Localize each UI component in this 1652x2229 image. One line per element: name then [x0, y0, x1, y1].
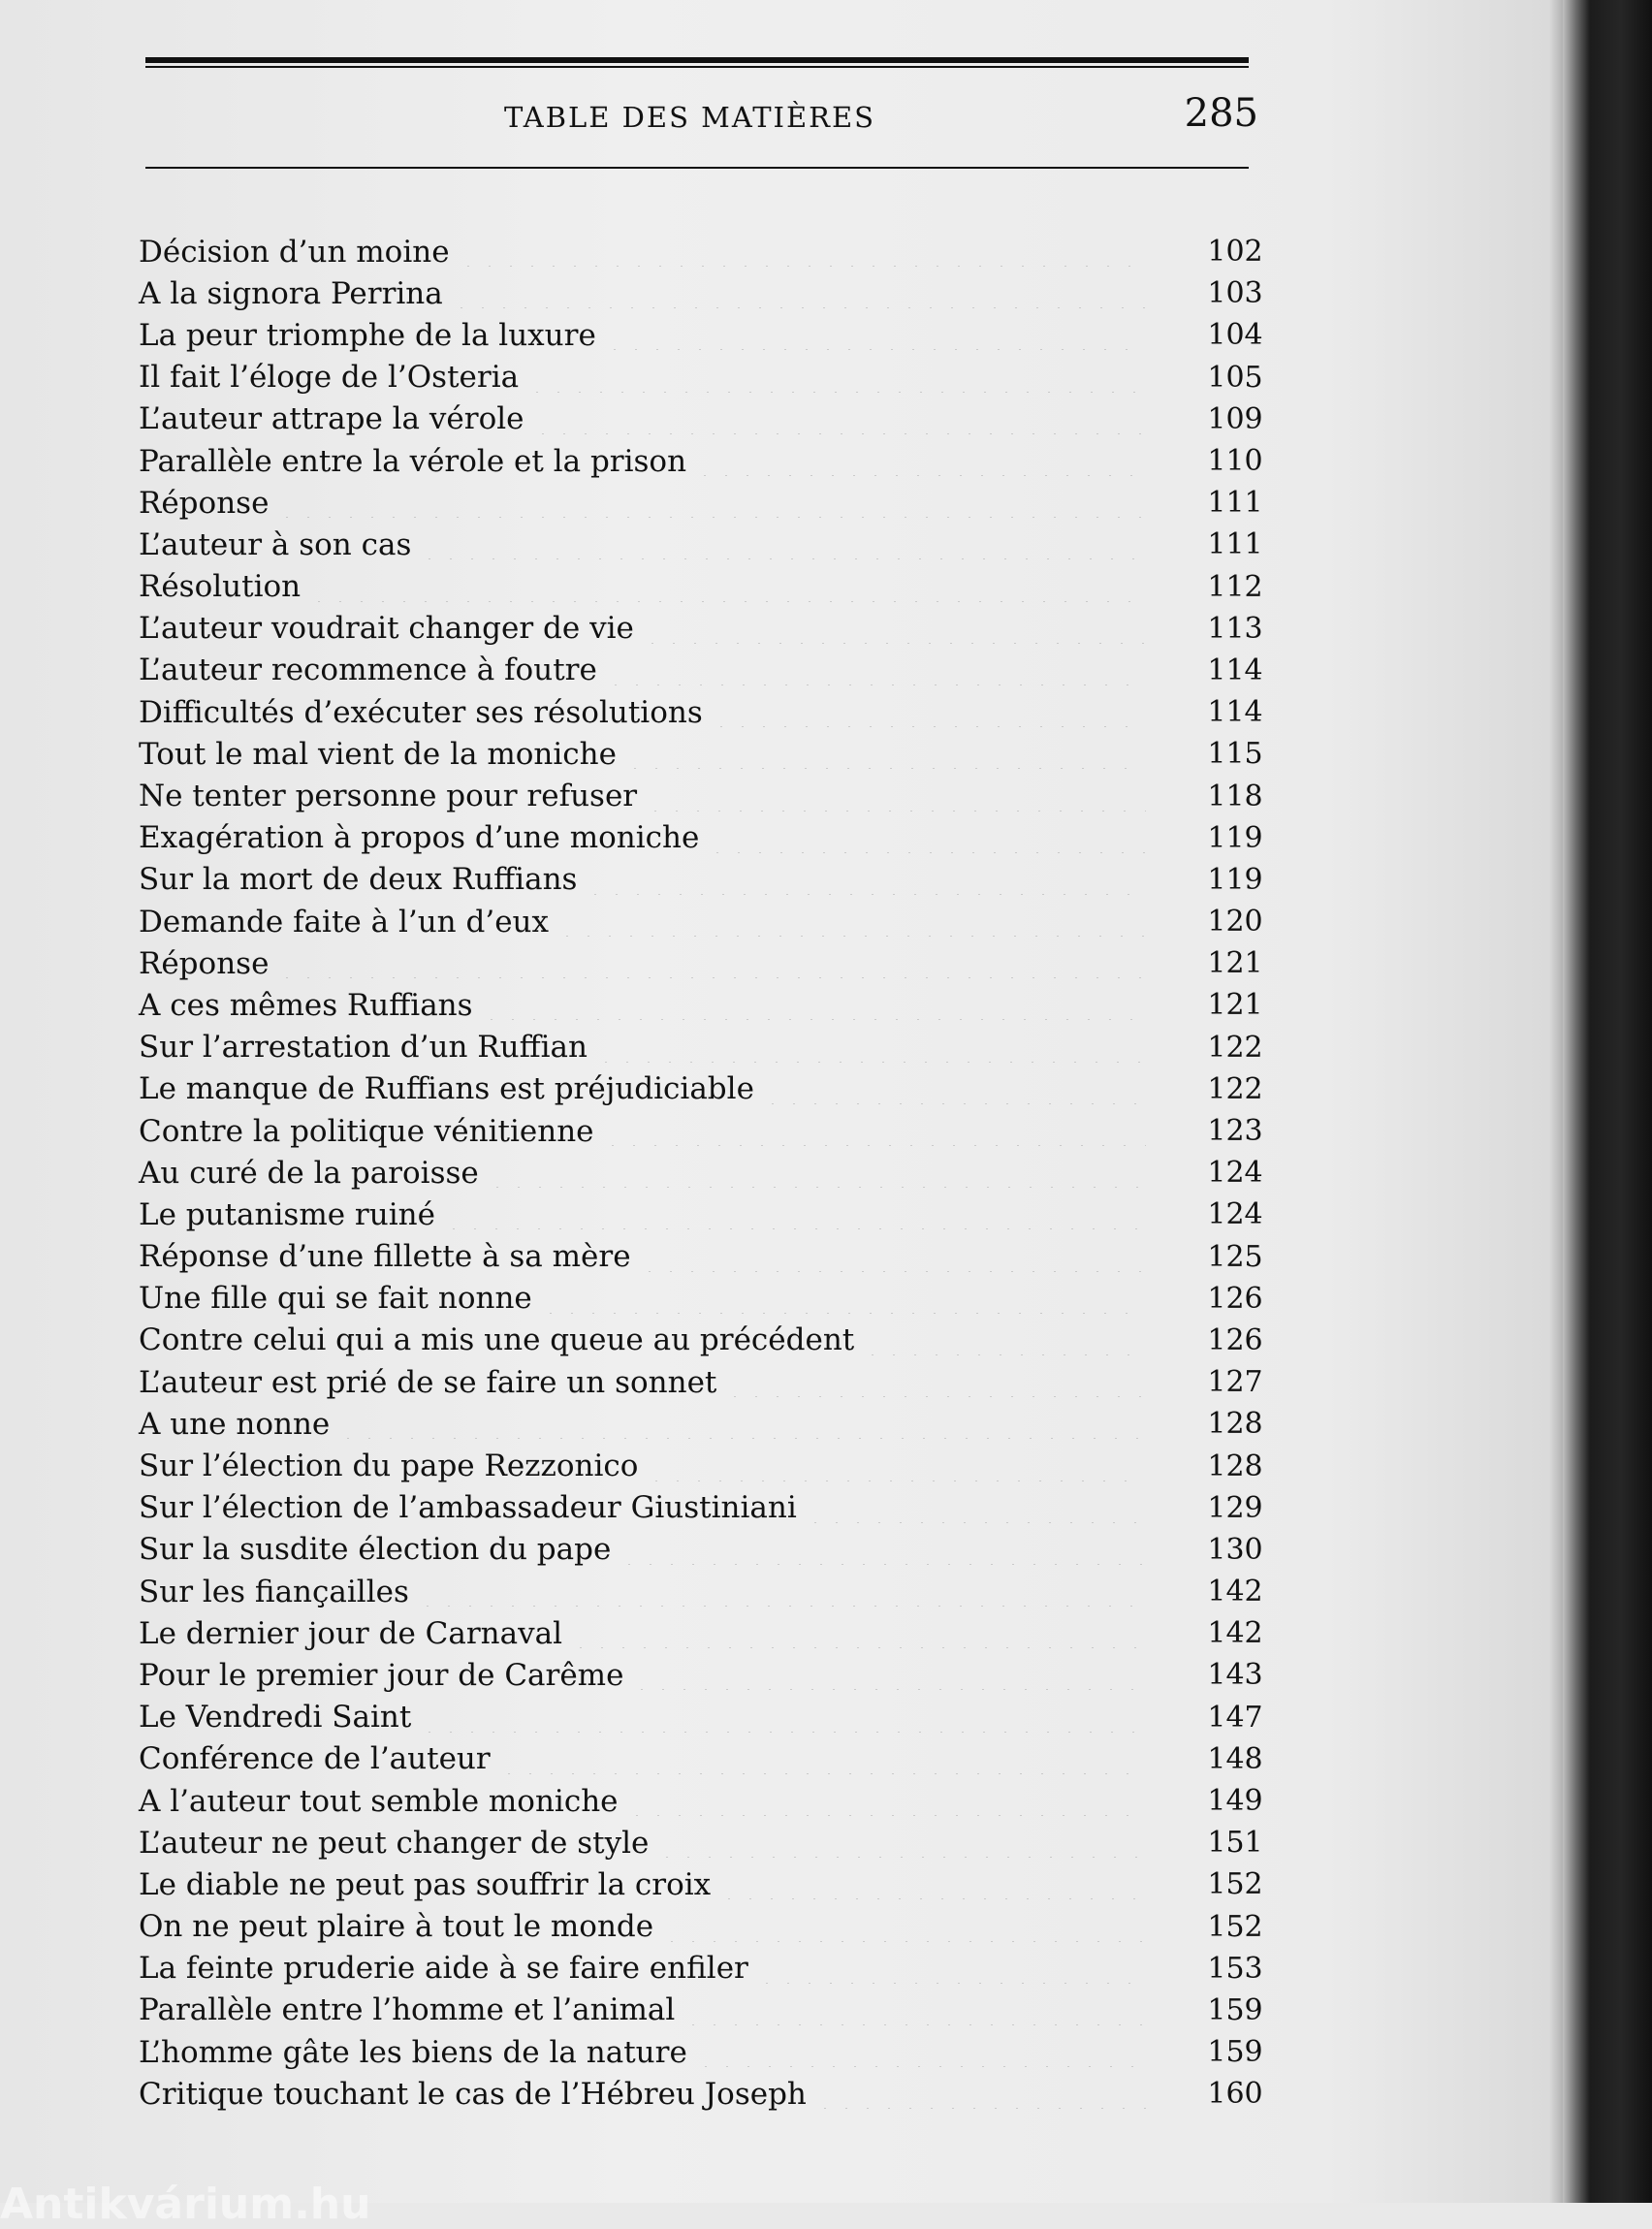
toc-entry-title: L’auteur voudrait changer de vie: [139, 611, 634, 647]
dot-leader: [661, 1912, 1146, 1942]
toc-entry: [139, 1612, 1268, 1654]
toc-entry-page: 152: [1207, 1867, 1263, 1902]
toc-entry-page: 111: [1207, 486, 1263, 521]
toc-entry-title: Le diable ne peut pas souffrir la croix: [139, 1866, 712, 1902]
toc-entry: [139, 357, 1268, 398]
toc-entry-page: 128: [1207, 1407, 1263, 1442]
toc-entry-title: A une nonne: [139, 1406, 331, 1442]
toc-entry-title: L’auteur recommence à foutre: [139, 653, 597, 688]
toc-entry-title: L’auteur à son cas: [139, 526, 412, 562]
toc-entry: [139, 1863, 1268, 1905]
toc-entry-title: Sur l’élection de l’ambassadeur Giustiniani: [139, 1490, 797, 1526]
toc-entry: [139, 1571, 1268, 1612]
toc-entry-page: 159: [1207, 2035, 1263, 2070]
dot-leader: [626, 1786, 1146, 1816]
toc-entry-page: 125: [1207, 1239, 1263, 1274]
toc-entry: [139, 733, 1268, 775]
dot-leader: [276, 948, 1146, 978]
toc-entry-page: 148: [1207, 1741, 1263, 1776]
toc-entry: [139, 1738, 1268, 1780]
toc-entry-page: 114: [1207, 653, 1263, 687]
toc-entry: [139, 272, 1268, 314]
toc-entry-page: 119: [1207, 862, 1263, 897]
dot-leader: [707, 823, 1146, 853]
dot-leader: [498, 1744, 1146, 1774]
toc-entry-page: 124: [1207, 1156, 1263, 1191]
toc-entry: [139, 1068, 1268, 1110]
dot-leader: [656, 1828, 1146, 1858]
dot-leader: [585, 865, 1146, 895]
toc-entry: [139, 691, 1268, 733]
dot-leader: [724, 1367, 1146, 1397]
header-rule-thin: [145, 66, 1249, 68]
toc-entry-page: 112: [1207, 569, 1263, 604]
toc-entry-page: 105: [1207, 360, 1263, 395]
page-gutter-shadow: [1549, 0, 1563, 2203]
toc-entry: [139, 650, 1268, 691]
toc-entry-title: Résolution: [139, 569, 302, 605]
toc-entry-page: 152: [1207, 1909, 1263, 1944]
header-underline-rule: [145, 167, 1249, 169]
toc-entry-title: Sur l’élection du pape Rezzonico: [139, 1449, 639, 1484]
toc-entry-title: Exagération à propos d’une moniche: [139, 820, 700, 856]
toc-entry-page: 120: [1207, 905, 1263, 939]
toc-entry-page: 102: [1207, 235, 1263, 270]
dot-leader: [683, 1995, 1146, 2025]
dot-leader: [570, 1618, 1146, 1648]
toc-entry: [139, 1361, 1268, 1403]
toc-entry-page: 122: [1207, 1030, 1263, 1065]
toc-entry-title: Sur les fiançailles: [139, 1574, 409, 1609]
dot-leader: [451, 278, 1146, 308]
toc-entry: [139, 566, 1268, 608]
dot-leader: [646, 1451, 1146, 1481]
dot-leader: [805, 1493, 1146, 1523]
toc-entry-page: 113: [1207, 611, 1263, 646]
toc-entry-page: 123: [1207, 1114, 1263, 1149]
toc-entry: [139, 1320, 1268, 1361]
toc-entry-page: 104: [1207, 318, 1263, 353]
toc-entry: [139, 859, 1268, 901]
toc-entry: [139, 1403, 1268, 1445]
dot-leader: [337, 1409, 1146, 1439]
toc-entry-title: La feinte pruderie aide à se faire enfiler: [139, 1951, 748, 1987]
toc-entry-page: 128: [1207, 1449, 1263, 1483]
table-of-contents: [139, 231, 1268, 2115]
toc-entry-page: 118: [1207, 779, 1263, 813]
toc-entry: [139, 1487, 1268, 1529]
dot-leader: [417, 1576, 1146, 1607]
toc-entry-page: 149: [1207, 1784, 1263, 1819]
toc-entry-page: 115: [1207, 737, 1263, 772]
dot-leader: [595, 1033, 1146, 1063]
dot-leader: [276, 488, 1146, 518]
toc-entry: [139, 314, 1268, 356]
dot-leader: [556, 907, 1146, 937]
toc-entry: [139, 1780, 1268, 1822]
toc-entry: [139, 775, 1268, 816]
toc-entry-page: 103: [1207, 276, 1263, 311]
toc-entry-page: 126: [1207, 1281, 1263, 1316]
toc-entry-page: 151: [1207, 1826, 1263, 1861]
toc-entry-title: Contre la politique vénitienne: [139, 1113, 594, 1149]
dot-leader: [458, 237, 1146, 267]
toc-entry-page: 109: [1207, 401, 1263, 436]
toc-entry-title: L’auteur est prié de se faire un sonnet: [139, 1364, 717, 1400]
toc-entry: [139, 398, 1268, 440]
toc-entry-title: On ne peut plaire à tout le monde: [139, 1909, 654, 1945]
toc-entry: [139, 1194, 1268, 1235]
dot-leader: [419, 1703, 1146, 1733]
toc-entry-title: L’auteur ne peut changer de style: [139, 1825, 650, 1861]
toc-entry-title: A l’auteur tout semble moniche: [139, 1783, 619, 1819]
dot-leader: [605, 655, 1146, 685]
toc-entry-title: Parallèle entre la vérole et la prison: [139, 443, 687, 479]
toc-entry-title: Le Vendredi Saint: [139, 1700, 412, 1735]
toc-entry: [139, 440, 1268, 482]
watermark: Antikvárium.hu: [0, 2180, 371, 2229]
toc-entry-title: Critique touchant le cas de l’Hébreu Joseph: [139, 2076, 807, 2112]
dot-leader: [540, 1284, 1146, 1314]
toc-entry: [139, 1822, 1268, 1863]
toc-entry-page: 159: [1207, 1992, 1263, 2027]
toc-entry-title: Réponse d’une fillette à sa mère: [139, 1239, 631, 1275]
dot-leader: [624, 739, 1146, 769]
toc-entry-title: Tout le mal vient de la moniche: [139, 736, 617, 772]
toc-entry-title: Réponse: [139, 485, 270, 521]
toc-entry: [139, 1278, 1268, 1320]
dot-leader: [419, 529, 1146, 559]
toc-entry-title: Conférence de l’auteur: [139, 1741, 491, 1777]
toc-entry-page: 114: [1207, 695, 1263, 730]
toc-entry-title: La peur triomphe de la luxure: [139, 317, 596, 353]
toc-entry-title: Le manque de Ruffians est préjudiciable: [139, 1071, 754, 1107]
toc-entry: [139, 1110, 1268, 1152]
dot-leader: [532, 404, 1147, 434]
toc-entry: [139, 901, 1268, 942]
toc-entry: [139, 1990, 1268, 2031]
toc-entry-page: 127: [1207, 1365, 1263, 1400]
dot-leader: [308, 572, 1146, 602]
toc-entry: [139, 942, 1268, 984]
dot-leader: [814, 2079, 1146, 2109]
toc-entry-page: 111: [1207, 527, 1263, 562]
toc-entry-page: 121: [1207, 988, 1263, 1023]
toc-entry: [139, 2073, 1268, 2115]
toc-entry-page: 147: [1207, 1700, 1263, 1735]
dot-leader: [487, 1158, 1146, 1188]
dot-leader: [711, 697, 1146, 727]
toc-entry-title: Sur la susdite élection du pape: [139, 1532, 612, 1568]
toc-entry-page: 160: [1207, 2077, 1263, 2112]
toc-entry: [139, 1152, 1268, 1194]
dot-leader: [481, 990, 1146, 1020]
toc-entry: [139, 2031, 1268, 2073]
toc-entry-page: 126: [1207, 1322, 1263, 1357]
toc-entry: [139, 1236, 1268, 1278]
toc-entry-title: Décision d’un moine: [139, 234, 450, 270]
toc-entry-page: 129: [1207, 1490, 1263, 1525]
toc-entry: [139, 1697, 1268, 1738]
toc-entry-title: A la signora Perrina: [139, 275, 443, 311]
toc-entry-page: 142: [1207, 1575, 1263, 1609]
dot-leader: [639, 1242, 1146, 1272]
toc-entry-page: 130: [1207, 1532, 1263, 1567]
dot-leader: [695, 2037, 1146, 2067]
toc-entry-page: 153: [1207, 1951, 1263, 1986]
toc-entry-page: 119: [1207, 820, 1263, 855]
toc-entry-title: L’homme gâte les biens de la nature: [139, 2034, 687, 2070]
dot-leader: [718, 1869, 1146, 1899]
toc-entry-title: Le dernier jour de Carnaval: [139, 1615, 563, 1651]
header-rule-thick: [145, 57, 1249, 63]
toc-entry-title: Sur l’arrestation d’un Ruffian: [139, 1030, 588, 1066]
dot-leader: [762, 1074, 1146, 1104]
toc-entry-title: Difficultés d’exécuter ses résolutions: [139, 694, 703, 730]
dot-leader: [443, 1199, 1146, 1229]
toc-entry-title: Réponse: [139, 945, 270, 981]
dot-leader: [862, 1325, 1146, 1355]
dot-leader: [694, 446, 1146, 476]
dot-leader: [756, 1954, 1146, 1984]
toc-entry: [139, 608, 1268, 650]
toc-entry: [139, 1906, 1268, 1948]
dot-leader: [619, 1535, 1146, 1565]
toc-entry-title: Il fait l’éloge de l’Osteria: [139, 360, 520, 396]
toc-entry: [139, 524, 1268, 565]
toc-entry-page: 143: [1207, 1658, 1263, 1693]
toc-entry: [139, 1445, 1268, 1486]
toc-entry-title: Au curé de la paroisse: [139, 1155, 479, 1191]
toc-entry-title: Une fille qui se fait nonne: [139, 1281, 532, 1317]
toc-entry-title: Parallèle entre l’homme et l’animal: [139, 1992, 676, 2028]
toc-entry-title: L’auteur attrape la vérole: [139, 401, 524, 437]
toc-entry: [139, 1654, 1268, 1696]
dot-leader: [645, 781, 1146, 812]
dot-leader: [604, 320, 1146, 350]
toc-entry: [139, 231, 1268, 272]
toc-entry-title: Contre celui qui a mis une queue au précédent: [139, 1322, 855, 1358]
toc-entry: [139, 817, 1268, 859]
toc-entry-page: 121: [1207, 946, 1263, 981]
toc-entry: [139, 482, 1268, 524]
dot-leader: [631, 1660, 1146, 1690]
toc-entry-page: 124: [1207, 1197, 1263, 1232]
toc-entry-title: Ne tenter personne pour refuser: [139, 779, 638, 814]
running-header-title: TABLE DES MATIÈRES: [504, 101, 876, 134]
toc-entry-title: Pour le premier jour de Carême: [139, 1657, 624, 1693]
toc-entry-page: 142: [1207, 1616, 1263, 1651]
toc-entry-page: 110: [1207, 444, 1263, 479]
book-binding: [1563, 0, 1652, 2203]
toc-entry: [139, 1027, 1268, 1068]
toc-entry: [139, 984, 1268, 1026]
toc-entry-title: Demande faite à l’un d’eux: [139, 904, 549, 939]
toc-entry: [139, 1948, 1268, 1990]
toc-entry-title: Sur la mort de deux Ruffians: [139, 862, 578, 898]
dot-leader: [602, 1116, 1146, 1146]
toc-entry-title: Le putanisme ruiné: [139, 1196, 435, 1232]
dot-leader: [526, 363, 1146, 393]
toc-entry-page: 122: [1207, 1071, 1263, 1106]
dot-leader: [642, 614, 1146, 644]
page-number: 285: [1184, 91, 1258, 136]
toc-entry: [139, 1529, 1268, 1571]
toc-entry-title: A ces mêmes Ruffians: [139, 987, 473, 1023]
